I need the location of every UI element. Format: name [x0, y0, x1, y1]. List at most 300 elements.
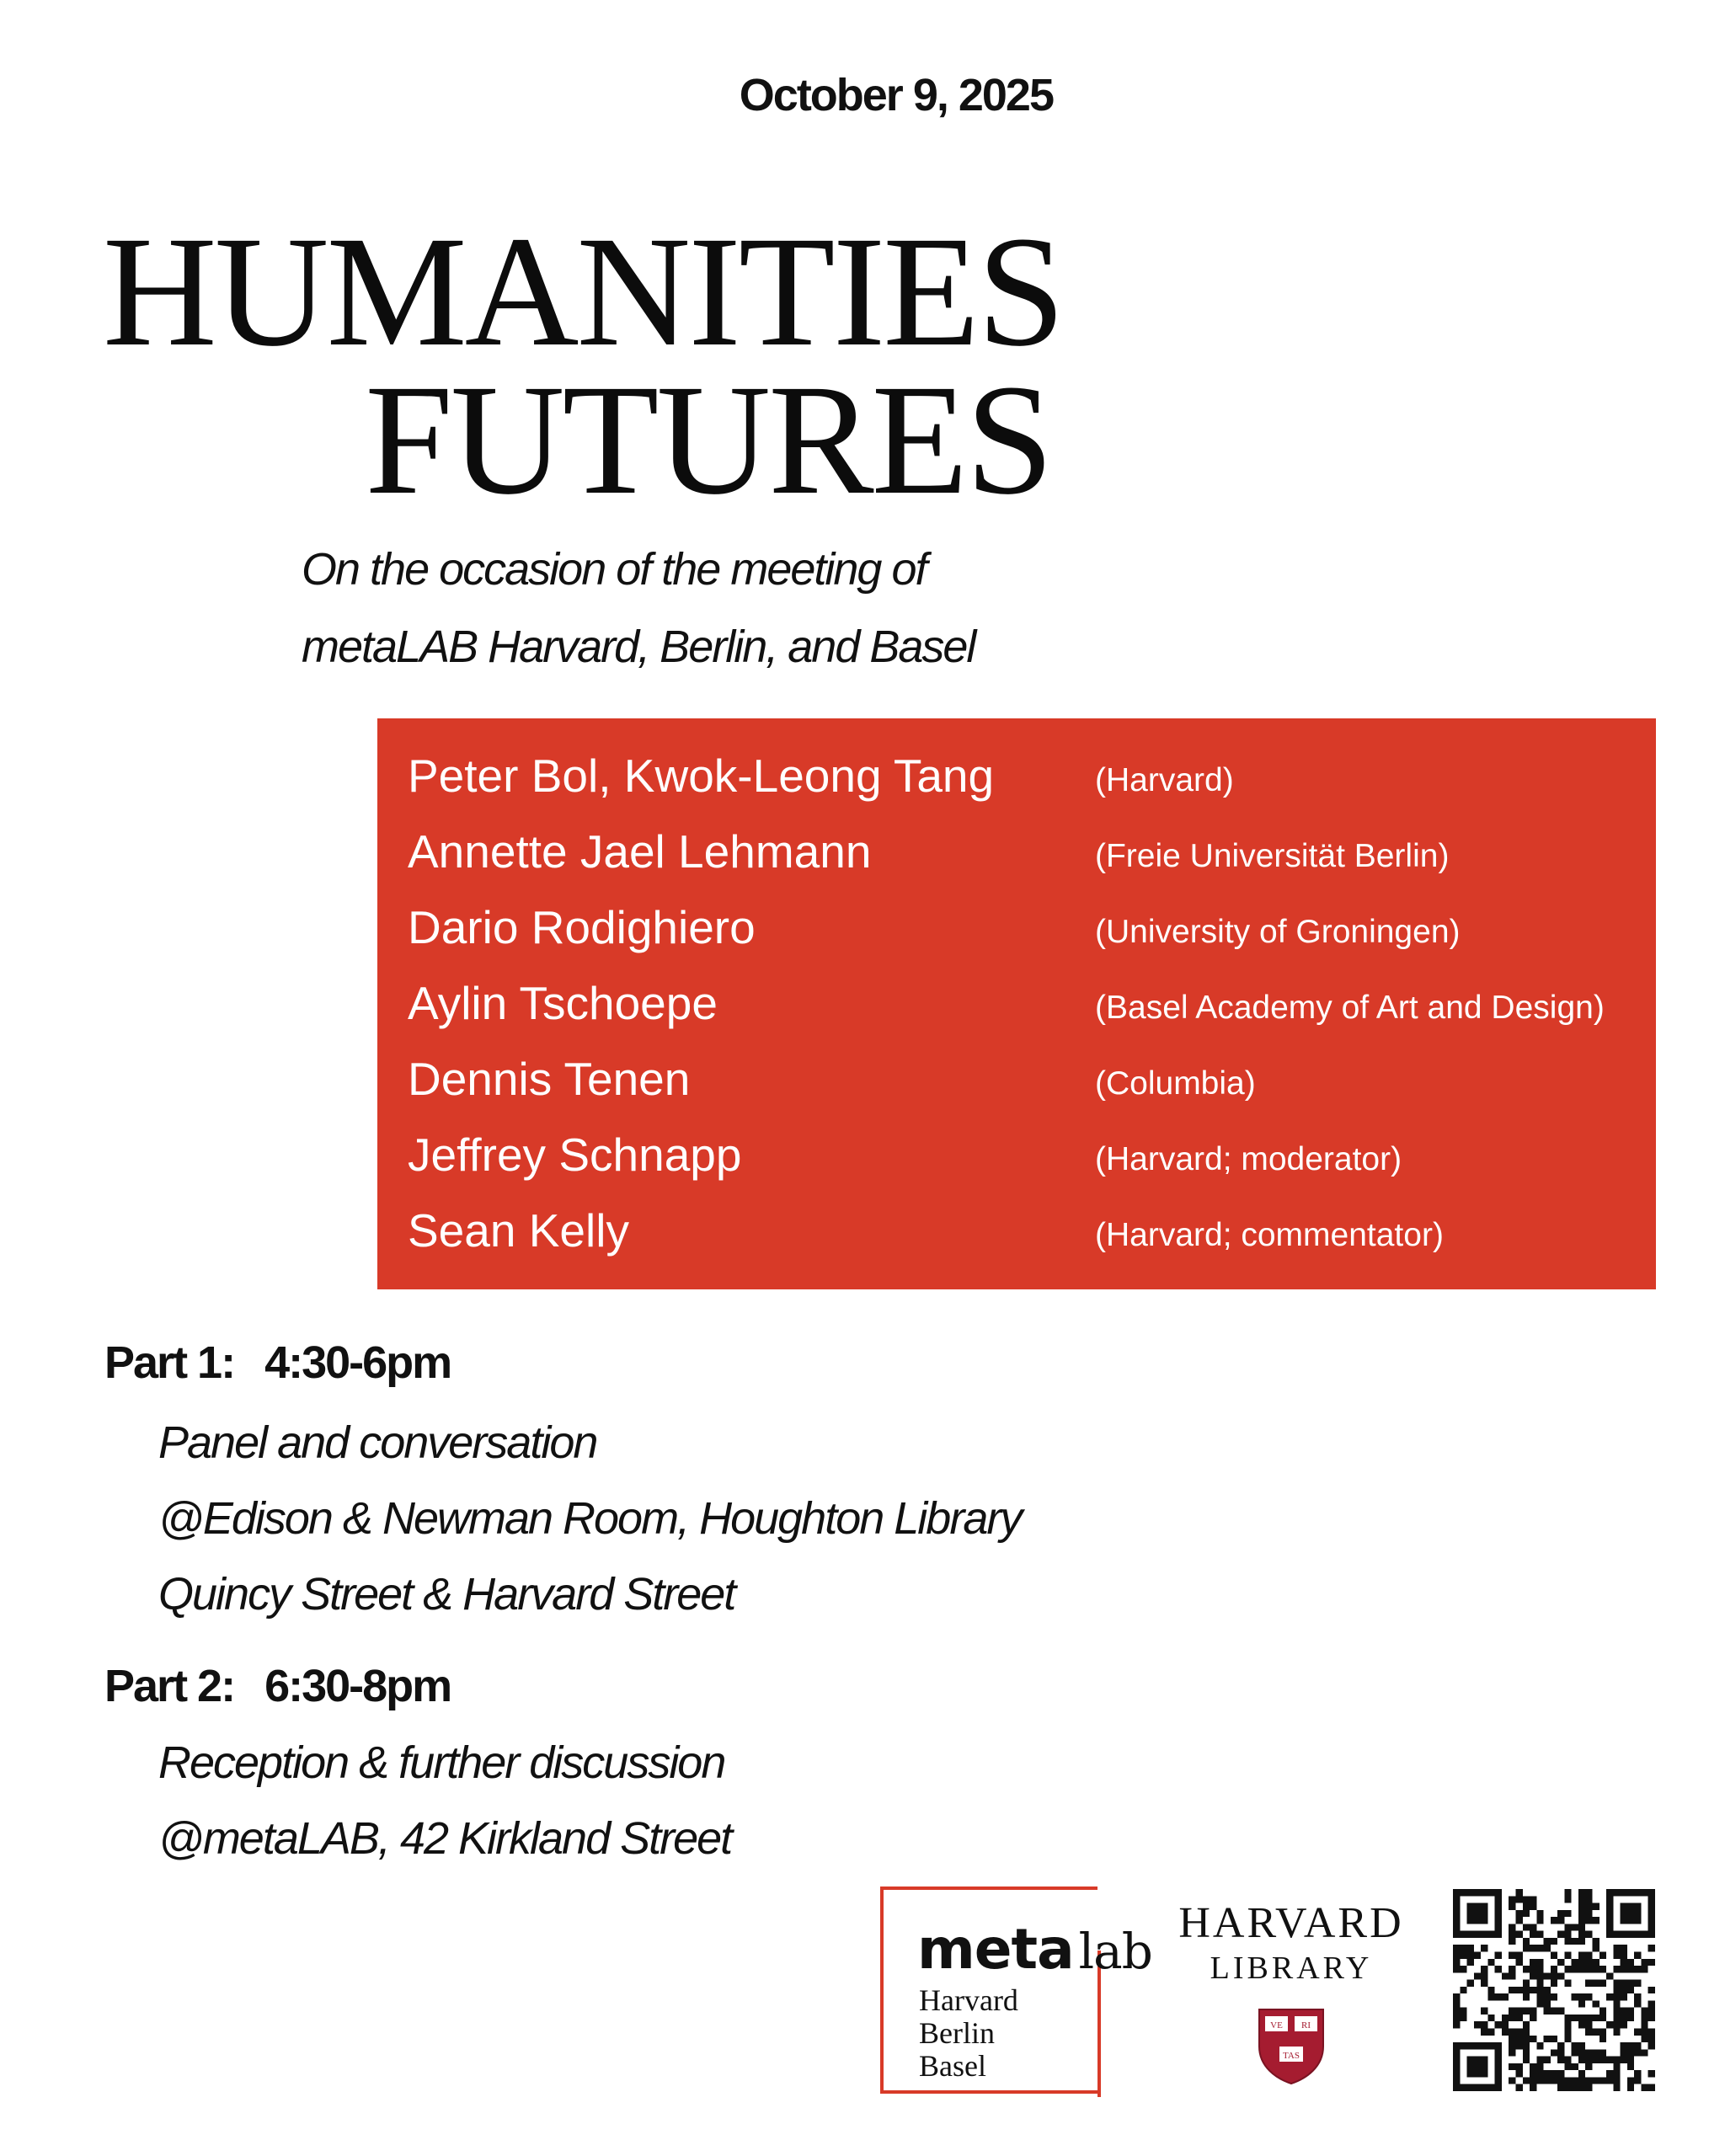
qr-module	[1523, 1924, 1530, 1930]
qr-module	[1495, 1889, 1502, 1896]
qr-module	[1536, 2077, 1543, 2084]
qr-module	[1453, 2049, 1460, 2056]
qr-module	[1460, 1945, 1466, 1951]
qr-module	[1495, 2057, 1502, 2063]
qr-module	[1585, 2029, 1592, 2036]
qr-module	[1453, 1910, 1460, 1917]
qr-module	[1530, 1945, 1536, 1951]
qr-module	[1613, 1931, 1620, 1938]
metalab-wordmark	[917, 1917, 1152, 1982]
qr-module	[1495, 2077, 1502, 2084]
qr-module	[1474, 1972, 1481, 1979]
qr-module	[1487, 2084, 1494, 2091]
qr-module	[1648, 2000, 1655, 2007]
qr-module	[1557, 1959, 1564, 1966]
schedule-part-2	[104, 1652, 731, 1876]
qr-module	[1536, 1993, 1543, 2000]
qr-module	[1523, 1945, 1530, 1951]
event-date: October 9, 2025	[739, 70, 1053, 120]
qr-module	[1578, 2042, 1585, 2049]
qr-module	[1557, 1972, 1564, 1979]
qr-module	[1564, 2077, 1571, 2084]
speaker-affiliation: (Harvard; moderator)	[1095, 1141, 1402, 1177]
harvard-shield-icon	[1258, 2008, 1325, 2085]
qr-module	[1502, 2015, 1509, 2021]
qr-module	[1648, 2070, 1655, 2077]
qr-module	[1564, 2063, 1571, 2070]
qr-module	[1515, 2008, 1522, 2015]
metalab-logo	[880, 1886, 1152, 2094]
qr-module	[1613, 2077, 1620, 2084]
metalab-place: Harvard	[919, 1983, 1018, 2017]
qr-code-icon[interactable]	[1453, 1889, 1655, 2091]
qr-module	[1460, 1889, 1466, 1896]
qr-module	[1536, 1910, 1543, 1917]
qr-module	[1551, 2077, 1557, 2084]
qr-module	[1481, 2084, 1487, 2091]
qr-module	[1648, 1931, 1655, 1938]
qr-module	[1509, 1924, 1515, 1930]
qr-module	[1606, 1917, 1613, 1924]
qr-module	[1641, 1966, 1648, 1972]
qr-module	[1474, 1889, 1481, 1896]
qr-module	[1578, 1917, 1585, 1924]
qr-module	[1495, 2021, 1502, 2028]
qr-module	[1536, 1945, 1543, 1951]
qr-module	[1606, 2070, 1613, 2077]
qr-module	[1621, 1945, 1627, 1951]
qr-module	[1634, 1951, 1641, 1958]
qr-module	[1509, 2049, 1515, 2056]
qr-module	[1572, 1966, 1578, 1972]
qr-module	[1599, 2029, 1606, 2036]
qr-module	[1453, 2070, 1460, 2077]
qr-module	[1460, 1931, 1466, 1938]
shield-text: VE	[1270, 2020, 1283, 2031]
qr-module	[1613, 2084, 1620, 2091]
qr-module	[1572, 2063, 1578, 2070]
qr-module	[1621, 1987, 1627, 1993]
qr-module	[1530, 2077, 1536, 2084]
part-1-address: Quincy Street & Harvard Street	[158, 1569, 735, 1620]
qr-module	[1481, 1972, 1487, 1979]
part-1-heading	[104, 1329, 1021, 1396]
qr-module	[1509, 2029, 1515, 2036]
qr-module	[1613, 1945, 1620, 1951]
qr-module	[1544, 2036, 1551, 2042]
qr-module	[1530, 2063, 1536, 2070]
qr-module	[1564, 1896, 1571, 1903]
qr-module	[1523, 1993, 1530, 2000]
qr-module	[1502, 2021, 1509, 2028]
qr-module	[1544, 2057, 1551, 2063]
qr-module	[1641, 2029, 1648, 2036]
qr-module	[1453, 2057, 1460, 2063]
qr-module	[1606, 2077, 1613, 2084]
qr-module	[1530, 2008, 1536, 2015]
speaker-affiliation: (Freie Universität Berlin)	[1095, 838, 1450, 874]
part-1-description: Panel and conversation	[158, 1417, 597, 1468]
qr-module	[1648, 1945, 1655, 1951]
qr-module	[1536, 2000, 1543, 2007]
qr-module	[1593, 1917, 1599, 1924]
qr-module	[1613, 2057, 1620, 2063]
qr-module	[1515, 2070, 1522, 2077]
qr-module	[1551, 1966, 1557, 1972]
qr-module	[1621, 2042, 1627, 2049]
qr-module	[1536, 1966, 1543, 1972]
qr-module	[1599, 2049, 1606, 2056]
shield-text: RI	[1301, 2020, 1311, 2031]
qr-module	[1572, 2015, 1578, 2021]
speaker-affiliation: (Harvard)	[1095, 762, 1234, 798]
qr-module	[1509, 2036, 1515, 2042]
qr-module	[1460, 1966, 1466, 1972]
qr-module	[1593, 2000, 1599, 2007]
qr-module	[1467, 1917, 1474, 1924]
qr-module	[1551, 1938, 1557, 1945]
qr-module	[1621, 1980, 1627, 1987]
qr-module	[1474, 2070, 1481, 2077]
speaker-name: Sean Kelly	[408, 1204, 629, 1257]
qr-module	[1460, 2042, 1466, 2049]
qr-module	[1502, 2029, 1509, 2036]
qr-module	[1487, 1987, 1494, 1993]
qr-module	[1599, 2057, 1606, 2063]
speaker-name: Aylin Tschoepe	[408, 977, 718, 1029]
qr-module	[1578, 1910, 1585, 1917]
qr-module	[1634, 2000, 1641, 2007]
qr-module	[1627, 1917, 1634, 1924]
qr-module	[1564, 2029, 1571, 2036]
qr-module	[1613, 1951, 1620, 1958]
qr-module	[1509, 2077, 1515, 2084]
speaker-list	[377, 718, 1656, 1289]
qr-module	[1515, 2029, 1522, 2036]
qr-module	[1613, 1889, 1620, 1896]
qr-module	[1578, 1993, 1585, 2000]
qr-module	[1474, 2084, 1481, 2091]
qr-module	[1648, 2008, 1655, 2015]
qr-module	[1551, 2070, 1557, 2077]
qr-module	[1530, 2015, 1536, 2021]
qr-module	[1606, 2021, 1613, 2028]
qr-module	[1572, 1924, 1578, 1930]
qr-module	[1460, 1987, 1466, 1993]
metalab-place: Basel	[919, 2049, 986, 2083]
qr-module	[1536, 1972, 1543, 1979]
qr-module	[1530, 2084, 1536, 2091]
event-title	[67, 203, 1063, 527]
part-1-venue: @Edison & Newman Room, Houghton Library	[158, 1493, 1022, 1544]
qr-module	[1564, 2036, 1571, 2042]
qr-module	[1564, 2015, 1571, 2021]
metalab-places	[919, 1984, 1018, 2083]
qr-module	[1536, 1987, 1543, 1993]
qr-module	[1572, 2042, 1578, 2049]
qr-module	[1530, 1959, 1536, 1966]
qr-module	[1536, 1980, 1543, 1987]
qr-module	[1495, 1910, 1502, 1917]
qr-module	[1578, 2049, 1585, 2056]
speaker-affiliation: (University of Groningen)	[1095, 914, 1461, 950]
qr-module	[1621, 1931, 1627, 1938]
qr-module	[1467, 1959, 1474, 1966]
qr-module	[1467, 1945, 1474, 1951]
qr-module	[1621, 1917, 1627, 1924]
qr-module	[1593, 2015, 1599, 2021]
qr-module	[1557, 2084, 1564, 2091]
qr-module	[1495, 2063, 1502, 2070]
qr-module	[1621, 1959, 1627, 1966]
qr-module	[1572, 1993, 1578, 2000]
qr-module	[1634, 1910, 1641, 1917]
qr-module	[1613, 2000, 1620, 2007]
qr-module	[1481, 1945, 1487, 1951]
qr-module	[1509, 2063, 1515, 2070]
qr-module	[1578, 2057, 1585, 2063]
qr-module	[1460, 2008, 1466, 2015]
qr-module	[1530, 2070, 1536, 2077]
qr-module	[1634, 1917, 1641, 1924]
qr-module	[1613, 1987, 1620, 1993]
qr-module	[1453, 2015, 1460, 2021]
part-1-label: Part 1:	[104, 1337, 235, 1388]
qr-module	[1530, 1966, 1536, 1972]
qr-module	[1613, 2021, 1620, 2028]
qr-module	[1544, 1972, 1551, 1979]
qr-module	[1530, 1924, 1536, 1930]
qr-module	[1523, 2021, 1530, 2028]
qr-module	[1634, 1889, 1641, 1896]
qr-module	[1551, 2036, 1557, 2042]
subtitle-line-2: metaLAB Harvard, Berlin, and Basel	[302, 622, 975, 672]
qr-module	[1627, 1980, 1634, 1987]
qr-module	[1578, 1903, 1585, 1910]
qr-module	[1544, 2070, 1551, 2077]
part-2-venue: @metaLAB, 42 Kirkland Street	[158, 1813, 732, 1864]
qr-module	[1606, 1931, 1613, 1938]
qr-module	[1578, 1951, 1585, 1958]
qr-module	[1599, 1980, 1606, 1987]
qr-module	[1474, 1931, 1481, 1938]
qr-module	[1481, 2070, 1487, 2077]
qr-module	[1474, 1951, 1481, 1958]
speaker-name: Peter Bol, Kwok-Leong Tang	[408, 750, 995, 802]
qr-module	[1536, 1959, 1543, 1966]
qr-module	[1613, 2029, 1620, 2036]
qr-module	[1585, 2021, 1592, 2028]
qr-module	[1502, 1972, 1509, 1979]
qr-module	[1453, 1896, 1460, 1903]
qr-module	[1515, 2042, 1522, 2049]
qr-module	[1467, 2070, 1474, 2077]
qr-module	[1606, 1903, 1613, 1910]
qr-module	[1634, 2049, 1641, 2056]
qr-module	[1621, 1910, 1627, 1917]
qr-module	[1557, 2070, 1564, 2077]
qr-module	[1509, 1903, 1515, 1910]
qr-module	[1523, 1966, 1530, 1972]
qr-module	[1578, 1931, 1585, 1938]
qr-module	[1627, 2008, 1634, 2015]
qr-module	[1593, 1980, 1599, 1987]
qr-module	[1606, 1924, 1613, 1930]
qr-module	[1578, 1889, 1585, 1896]
part-2-label: Part 2:	[104, 1661, 235, 1711]
qr-module	[1495, 1931, 1502, 1938]
qr-module	[1585, 1931, 1592, 1938]
qr-module	[1578, 2070, 1585, 2077]
qr-module	[1564, 1910, 1571, 1917]
qr-module	[1564, 1924, 1571, 1930]
qr-module	[1648, 2029, 1655, 2036]
qr-module	[1578, 2021, 1585, 2028]
qr-module	[1453, 1993, 1460, 2000]
qr-module	[1467, 2063, 1474, 2070]
qr-module	[1593, 2077, 1599, 2084]
qr-module	[1641, 2008, 1648, 2015]
qr-module	[1523, 1910, 1530, 1917]
qr-module	[1606, 1972, 1613, 1979]
speaker-affiliation: (Harvard; commentator)	[1095, 1217, 1444, 1253]
qr-module	[1544, 1938, 1551, 1945]
qr-module	[1578, 1966, 1585, 1972]
qr-module	[1467, 2042, 1474, 2049]
qr-module	[1593, 1903, 1599, 1910]
qr-module	[1509, 2015, 1515, 2021]
schedule-part-1	[104, 1329, 1021, 1632]
qr-module	[1593, 1945, 1599, 1951]
qr-module	[1487, 1959, 1494, 1966]
qr-module	[1585, 1951, 1592, 1958]
qr-module	[1495, 2084, 1502, 2091]
qr-module	[1474, 2042, 1481, 2049]
qr-module	[1530, 1896, 1536, 1903]
qr-module	[1606, 1896, 1613, 1903]
qr-module	[1564, 1980, 1571, 1987]
qr-module	[1621, 2049, 1627, 2056]
qr-module	[1641, 2015, 1648, 2021]
qr-module	[1481, 2057, 1487, 2063]
qr-module	[1460, 2084, 1466, 2091]
qr-module	[1551, 2008, 1557, 2015]
qr-module	[1627, 1931, 1634, 1938]
qr-module	[1578, 1938, 1585, 1945]
qr-module	[1460, 1951, 1466, 1958]
qr-module	[1481, 1889, 1487, 1896]
qr-module	[1593, 2029, 1599, 2036]
qr-module	[1564, 1889, 1571, 1896]
qr-module	[1509, 2008, 1515, 2015]
qr-module	[1648, 1889, 1655, 1896]
qr-module	[1593, 1938, 1599, 1945]
qr-module	[1606, 1993, 1613, 2000]
qr-module	[1453, 1945, 1460, 1951]
qr-module	[1523, 2049, 1530, 2056]
qr-module	[1648, 2015, 1655, 2021]
qr-module	[1474, 1910, 1481, 1917]
speaker-affiliation: (Columbia)	[1095, 1065, 1256, 1102]
qr-module	[1648, 1987, 1655, 1993]
qr-module	[1523, 1980, 1530, 1987]
qr-module	[1648, 2042, 1655, 2049]
harvard-library-sub: LIBRARY	[1210, 1951, 1373, 1986]
qr-module	[1557, 2049, 1564, 2056]
qr-module	[1515, 1896, 1522, 1903]
metalab-word-meta: meta	[917, 1917, 1074, 1982]
qr-module	[1627, 2042, 1634, 2049]
qr-module	[1634, 1980, 1641, 1987]
qr-module	[1509, 1931, 1515, 1938]
qr-module	[1564, 1966, 1571, 1972]
qr-module	[1536, 2042, 1543, 2049]
qr-module	[1515, 2036, 1522, 2042]
qr-module	[1641, 2049, 1648, 2056]
qr-module	[1544, 2008, 1551, 2015]
qr-module	[1599, 1951, 1606, 1958]
qr-module	[1564, 2021, 1571, 2028]
qr-module	[1578, 2084, 1585, 2091]
qr-module	[1627, 1903, 1634, 1910]
qr-module	[1509, 1972, 1515, 1979]
qr-module	[1467, 1980, 1474, 1987]
qr-module	[1467, 1910, 1474, 1917]
qr-module	[1551, 1980, 1557, 1987]
qr-module	[1585, 1966, 1592, 1972]
qr-module	[1572, 2049, 1578, 2056]
qr-module	[1585, 2049, 1592, 2056]
qr-module	[1453, 1931, 1460, 1938]
qr-module	[1536, 2063, 1543, 2070]
speaker-name: Annette Jael Lehmann	[408, 825, 872, 878]
qr-module	[1634, 1966, 1641, 1972]
qr-module	[1585, 1917, 1592, 1924]
qr-module	[1487, 1931, 1494, 1938]
qr-module	[1530, 1987, 1536, 1993]
qr-module	[1453, 1951, 1460, 1958]
qr-module	[1536, 2057, 1543, 2063]
qr-module	[1544, 2000, 1551, 2007]
qr-module	[1453, 2000, 1460, 2007]
qr-module	[1481, 1903, 1487, 1910]
qr-module	[1544, 1993, 1551, 2000]
qr-module	[1453, 1917, 1460, 1924]
qr-module	[1523, 1938, 1530, 1945]
qr-module	[1634, 1993, 1641, 2000]
qr-module	[1634, 2029, 1641, 2036]
qr-module	[1572, 2077, 1578, 2084]
qr-module	[1495, 1993, 1502, 2000]
qr-module	[1495, 2042, 1502, 2049]
qr-module	[1515, 2063, 1522, 2070]
metalab-word-lab: lab	[1078, 1923, 1152, 1980]
qr-module	[1495, 1924, 1502, 1930]
qr-module	[1613, 2008, 1620, 2015]
qr-module	[1621, 1966, 1627, 1972]
title-line-1: HUMANITIES	[103, 203, 1063, 379]
qr-module	[1515, 1951, 1522, 1958]
qr-module	[1627, 2057, 1634, 2063]
qr-module	[1453, 1903, 1460, 1910]
qr-module	[1641, 2021, 1648, 2028]
qr-module	[1487, 2029, 1494, 2036]
harvard-library-logo	[1169, 1900, 1413, 2085]
qr-module	[1585, 2015, 1592, 2021]
qr-module	[1544, 1945, 1551, 1951]
qr-module	[1481, 2029, 1487, 2036]
qr-module	[1585, 1959, 1592, 1966]
